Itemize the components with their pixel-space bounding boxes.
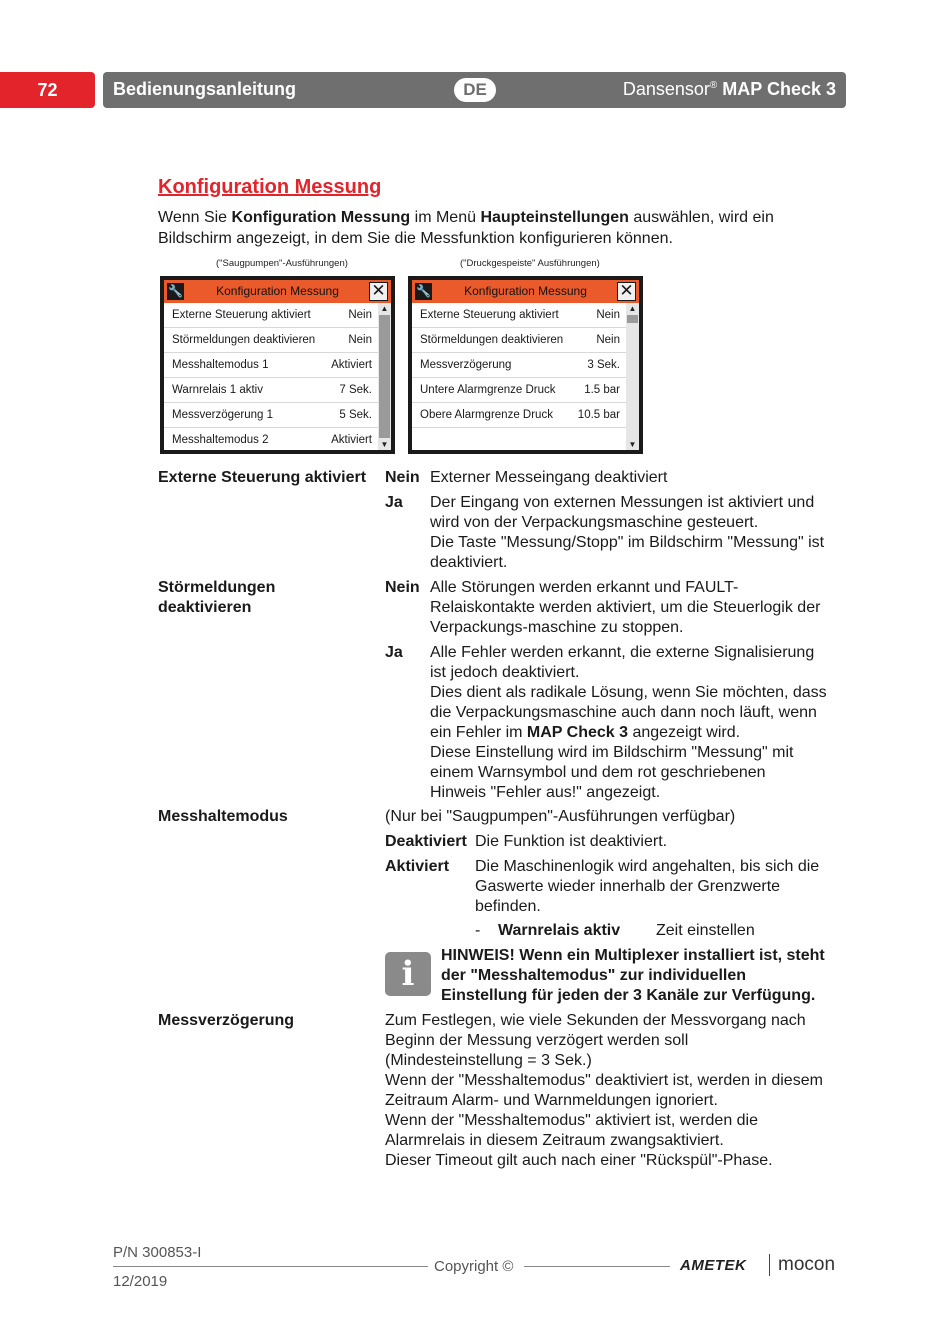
option-desc: ein Fehler im MAP Check 3 angezeigt wird. <box>430 724 741 741</box>
option-desc: Die Maschinenlogik wird angehalten, bis sich die <box>475 858 820 875</box>
part-number: P/N 300853-I <box>113 1244 202 1261</box>
list-item[interactable]: Messverzögerung 1 5 Sek. <box>164 403 378 428</box>
availability-note: (Nur bei "Saugpumpen"-Ausführungen verfügbar) <box>385 808 736 825</box>
scrollbar[interactable] <box>378 303 391 450</box>
option-desc: Hinweis "Fehler aus!" angezeigt. <box>430 784 661 801</box>
option-desc: Diese Einstellung wird im Bildschirm "Messung" mit <box>430 744 794 761</box>
mocon-logo: mocon <box>778 1254 836 1275</box>
scrollbar[interactable] <box>626 303 639 450</box>
option-desc: Alle Fehler werden erkannt, die externe Signalisierung <box>430 644 815 661</box>
header-bar <box>103 72 846 108</box>
term-fault-messages: deaktivieren <box>158 599 252 616</box>
option-key: Aktiviert <box>385 858 450 875</box>
option-desc: Verpackungs-maschine zu stoppen. <box>430 619 684 636</box>
section-title: Konfiguration Messung <box>158 176 382 198</box>
screen-suction <box>160 276 395 454</box>
scroll-up-icon[interactable]: ▲ <box>380 304 389 313</box>
close-icon[interactable]: ✕ <box>617 282 636 301</box>
list-item[interactable]: Messhaltemodus 2 Aktiviert <box>172 434 372 446</box>
screen-title: Konfiguration Messung <box>216 284 339 298</box>
wrench-icon: 🔧 <box>168 284 183 298</box>
option-desc: Externer Messeingang deaktiviert <box>430 469 668 486</box>
option-key: Nein <box>385 579 420 596</box>
option-desc: die Verpackungsmaschine auch dann noch läuft, wenn <box>430 704 817 721</box>
screen-caption-suction: ("Saugpumpen"-Ausführungen) <box>216 258 348 269</box>
hint-text: Einstellung für jeden der 3 Kanäle zur Verfügung. <box>441 987 816 1004</box>
option-desc: Relaiskontakte werden aktiviert, um die Steuerlogik der <box>430 599 821 616</box>
list-item[interactable]: Untere Alarmgrenze Druck 1.5 bar <box>412 378 626 403</box>
sub-option-key: Warnrelais aktiv <box>498 922 621 939</box>
option-desc: Dies dient als radikale Lösung, wenn Sie möchten, dass <box>430 684 827 701</box>
term-external-control: Externe Steuerung aktiviert <box>158 469 367 486</box>
hint-text: der "Messhaltemodus" zur individuellen <box>441 967 747 984</box>
delay-desc: Alarmrelais in diesem Zeitraum zwangsaktiviert. <box>385 1132 724 1149</box>
option-key: Ja <box>385 494 403 511</box>
scroll-thumb[interactable] <box>627 315 638 323</box>
info-icon: i <box>385 952 431 996</box>
list-item[interactable]: Messverzögerung 3 Sek. <box>412 353 626 378</box>
screen-pressure <box>408 276 643 454</box>
sub-option-desc: Zeit einstellen <box>656 922 755 939</box>
term-fault-messages: Störmeldungen <box>158 579 276 596</box>
intro-paragraph: Wenn Sie Konfiguration Messung im Menü Haupteinstellungen auswählen, wird ein Bildschirm angezeigt, in dem Sie die Messfunktion konfigurieren können. <box>158 209 774 247</box>
delay-desc: Zeitraum Alarm- und Warnmeldungen ignoriert. <box>385 1092 718 1109</box>
wrench-icon: 🔧 <box>416 284 431 298</box>
delay-desc: Beginn der Messung verzögert werden soll <box>385 1032 689 1049</box>
logo-separator <box>769 1254 770 1276</box>
delay-desc: (Mindesteinstellung = 3 Sek.) <box>385 1052 592 1069</box>
option-desc: Die Funktion ist deaktiviert. <box>475 833 668 850</box>
option-desc: Gaswerte wieder innerhalb der Grenzwerte <box>475 878 781 895</box>
option-key: Deaktiviert <box>385 833 467 850</box>
option-desc: Die Taste "Messung/Stopp" im Bildschirm "Messung" ist <box>430 534 825 551</box>
list-item[interactable]: Obere Alarmgrenze Druck 10.5 bar <box>412 403 626 428</box>
page-number: 72 <box>0 72 95 108</box>
delay-desc: Zum Festlegen, wie viele Sekunden der Messvorgang nach <box>385 1012 806 1029</box>
option-desc: einem Warnsymbol und dem rot geschriebenen <box>430 764 766 781</box>
settings-list <box>164 303 378 453</box>
list-item[interactable]: Warnrelais 1 aktiv 7 Sek. <box>164 378 378 403</box>
settings-list <box>412 303 626 428</box>
revision-date: 12/2019 <box>113 1273 168 1290</box>
screen-header <box>412 280 639 303</box>
language-badge: DE <box>454 78 496 102</box>
product-name: Dansensor® MAP Check 3 <box>622 79 836 99</box>
ametek-logo: AMETEK <box>680 1257 747 1274</box>
option-key: Nein <box>385 469 420 486</box>
option-desc: befinden. <box>475 898 541 915</box>
screen-header <box>164 280 391 303</box>
list-item[interactable]: Messhaltemodus 1 Aktiviert <box>164 353 378 378</box>
option-key: Ja <box>385 644 403 661</box>
hint-text: HINWEIS! Wenn ein Multiplexer installiert ist, steht <box>441 947 825 964</box>
close-icon[interactable]: ✕ <box>369 282 388 301</box>
term-hold-mode: Messhaltemodus <box>158 808 288 825</box>
list-item[interactable]: Externe Steuerung aktiviert Nein <box>412 303 626 328</box>
sub-dash: - <box>475 922 481 939</box>
footer-divider <box>113 1266 428 1267</box>
screen-caption-pressure: ("Druckgespeiste" Ausführungen) <box>460 258 600 269</box>
scroll-thumb[interactable] <box>379 315 390 438</box>
option-desc: wird von der Verpackungsmaschine gesteuert. <box>430 514 759 531</box>
footer-divider <box>524 1266 670 1267</box>
scroll-up-icon[interactable]: ▲ <box>628 304 637 313</box>
list-item[interactable]: Störmeldungen deaktivieren Nein <box>164 328 378 353</box>
manual-title: Bedienungsanleitung <box>113 79 297 99</box>
copyright: Copyright © <box>434 1258 514 1275</box>
scroll-down-icon[interactable]: ▼ <box>628 440 637 449</box>
delay-desc: Wenn der "Messhaltemodus" deaktiviert ist, werden in diesem <box>385 1072 823 1089</box>
option-desc: deaktiviert. <box>430 554 508 571</box>
delay-desc: Wenn der "Messhaltemodus" aktiviert ist, werden die <box>385 1112 759 1129</box>
term-delay: Messverzögerung <box>158 1012 295 1029</box>
list-item[interactable]: Externe Steuerung aktiviert Nein <box>164 303 378 328</box>
screen-title: Konfiguration Messung <box>464 284 587 298</box>
delay-desc: Dieser Timeout gilt auch nach einer "Rückspül"-Phase. <box>385 1152 773 1169</box>
option-desc: ist jedoch deaktiviert. <box>430 664 580 681</box>
option-desc: Der Eingang von externen Messungen ist aktiviert und <box>430 494 815 511</box>
option-desc: Alle Störungen werden erkannt und FAULT- <box>430 579 739 596</box>
scroll-down-icon[interactable]: ▼ <box>380 440 389 449</box>
list-item[interactable]: Störmeldungen deaktivieren Nein <box>412 328 626 353</box>
